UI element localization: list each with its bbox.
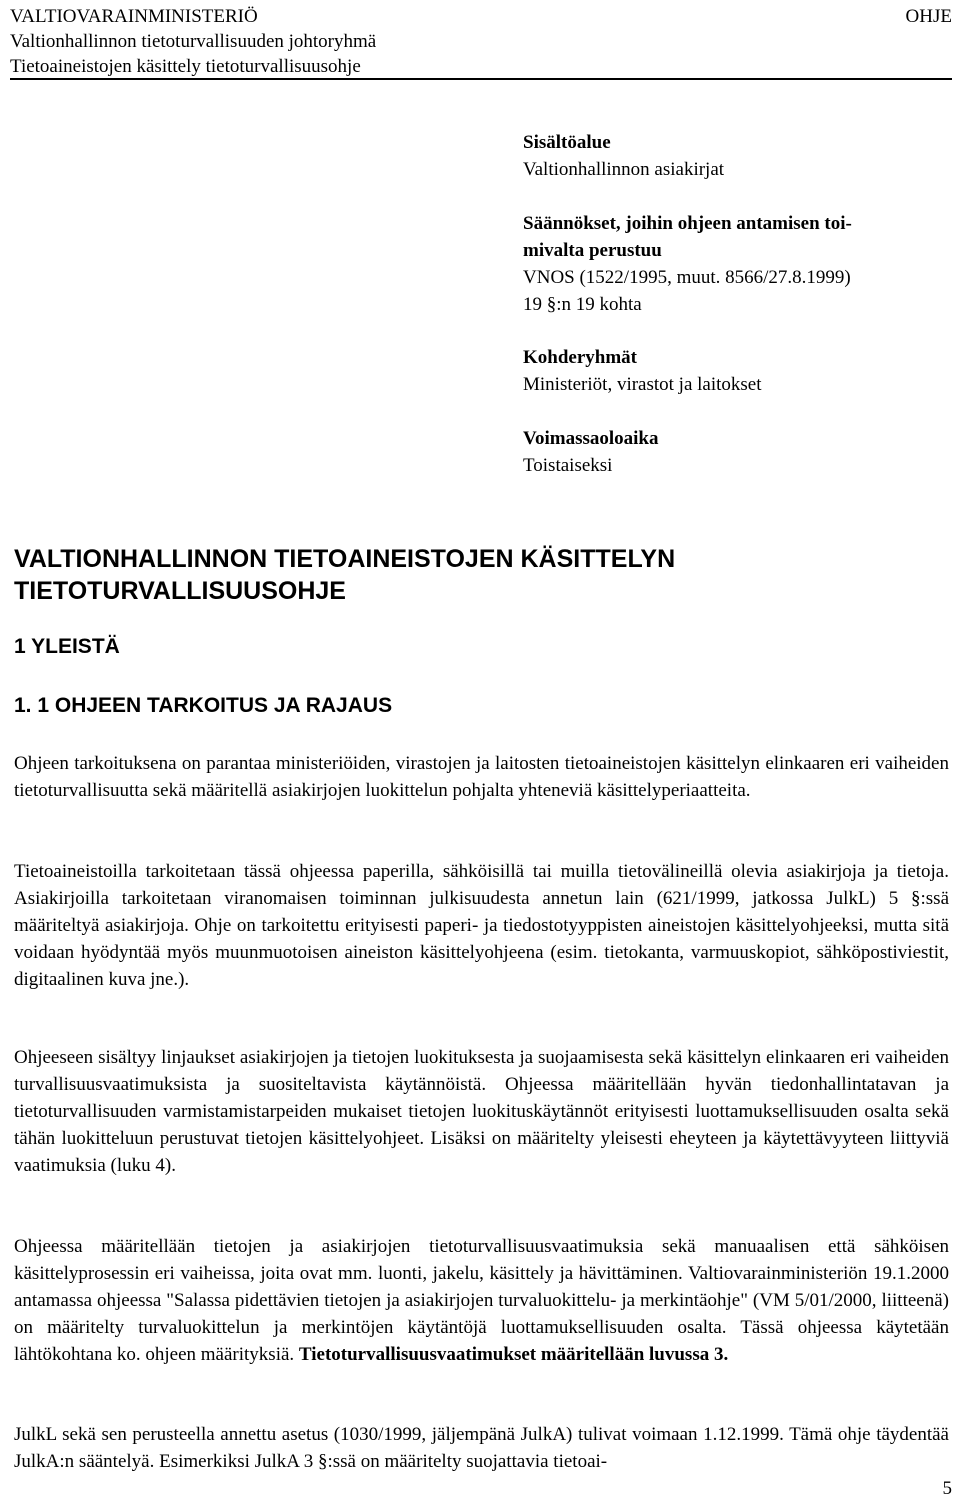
target-value: Ministeriöt, virastot ja laitokset bbox=[523, 374, 762, 395]
page-header bbox=[10, 4, 952, 79]
basis-block bbox=[523, 210, 943, 318]
scope-block bbox=[523, 129, 943, 183]
header-org: VALTIOVARAINMINISTERIÖ bbox=[10, 6, 258, 27]
scope-label: Sisältöalue bbox=[523, 132, 611, 153]
validity-label: Voimassaoloaika bbox=[523, 428, 659, 449]
paragraph-3: Ohjeeseen sisältyy linjaukset asiakirjojen ja tietojen luokituksesta ja suojaamisesta sekä käsittelyn elinkaaren eri vaiheiden turvallisuusvaatimuksista ja suositeltavista käytännöistä. Ohjeessa määritellään hyvän tiedonhallintatavan ja tietoturvallisuuden varmistamistarpeiden mukaiset tietojen luokituskäytännöt erityisesti luottamuksellisuuden osalta sekä tähän luokitteluun perustuvat tietojen käsittelyohjeet. Lisäksi on määritelty yleisesti eheyteen ja käytettävyyteen liittyviä vaatimuksia (luku 4). bbox=[14, 1047, 949, 1176]
document-title bbox=[14, 543, 675, 607]
target-label: Kohderyhmät bbox=[523, 347, 637, 368]
title-line-1: VALTIONHALLINNON TIETOAINEISTOJEN KÄSITTELYN bbox=[14, 545, 676, 573]
target-block bbox=[523, 344, 943, 398]
header-doc: Tietoaineistojen käsittely tietoturvallisuusohje bbox=[10, 56, 361, 77]
section-heading: 1 YLEISTÄ bbox=[14, 635, 120, 658]
title-line-2: TIETOTURVALLISUUSOHJE bbox=[14, 577, 346, 605]
basis-label-1: Säännökset, joihin ohjeen antamisen toi- bbox=[523, 213, 852, 234]
page-number: 5 bbox=[942, 1478, 952, 1499]
paragraph-4-bold: Tietoturvallisuusvaatimukset määritellään luvussa 3. bbox=[298, 1344, 729, 1365]
paragraph-4-text: Ohjeessa määritellään tietojen ja asiakirjojen tietoturvallisuusvaatimuksia sekä manuaalisen että sähköisen käsittelyprosessin eri vaiheissa, joita ovat mm. luonti, jakelu, käsittely ja hävittäminen. Valtiovarainministeriön 19.1.2000 antamassa ohjeessa "Salassa pidettävien tietojen ja asiakirjojen turvaluokittelu- ja merkintäohje" (VM 5/01/2000, liitteenä) on määritelty turvaluokittelun ja merkintöjen käytäntöjä luottamuksellisuuden osalta. Tässä ohjeessa käytetään lähtökohtana ko. ohjeen määrityksiä. bbox=[14, 1236, 949, 1365]
basis-value-1: VNOS (1522/1995, muut. 8566/27.8.1999) bbox=[523, 267, 851, 288]
header-group: Valtionhallinnon tietoturvallisuuden johtoryhmä bbox=[10, 31, 377, 52]
basis-value-2: 19 §:n 19 kohta bbox=[523, 294, 642, 315]
subsection-heading: 1. 1 OHJEEN TARKOITUS JA RAJAUS bbox=[14, 694, 393, 717]
header-divider bbox=[10, 78, 952, 80]
paragraph-4 bbox=[14, 1233, 949, 1368]
scope-value: Valtionhallinnon asiakirjat bbox=[523, 159, 725, 180]
validity-value: Toistaiseksi bbox=[523, 455, 613, 476]
paragraph-1: Ohjeen tarkoituksena on parantaa ministeriöiden, virastojen ja laitosten tietoaineistojen käsittelyn elinkaaren eri vaiheiden tietoturvallisuutta sekä määritellä asiakirjojen luokittelun pohjalta yhteneviä käsittelyperiaatteita. bbox=[14, 753, 949, 801]
paragraph-2: Tietoaineistoilla tarkoitetaan tässä ohjeessa paperilla, sähköisillä tai muilla tietovälineillä olevia asiakirjoja ja tietoja. Asiakirjoilla tarkoitetaan viranomaisen toiminnan julkisuudesta annetun lain (621/1999, jatkossa JulkL) 5 §:ssä määriteltyä asiakirjoja. Ohje on tarkoitettu erityisesti paperi- ja tiedostotyyppisten aineistojen käsittelyohjeeksi, mutta sitä voidaan hyödyntää myös muunmuotoisen aineiston käsittelyohjeena (esim. tietokanta, varmuuskopiot, sähköpostiviestit, digitaalinen kuva jne.). bbox=[14, 861, 949, 990]
header-doc-type: OHJE bbox=[905, 6, 952, 27]
basis-label-2: mivalta perustuu bbox=[523, 240, 662, 261]
paragraph-5: JulkL sekä sen perusteella annettu asetus (1030/1999, jäljempänä JulkA) tulivat voimaan 1.12.1999. Tämä ohje täydentää JulkA:n sääntelyä. Esimerkiksi JulkA 3 §:ssä on määritelty suojattavia tietoai- bbox=[14, 1424, 949, 1472]
validity-block bbox=[523, 425, 943, 479]
